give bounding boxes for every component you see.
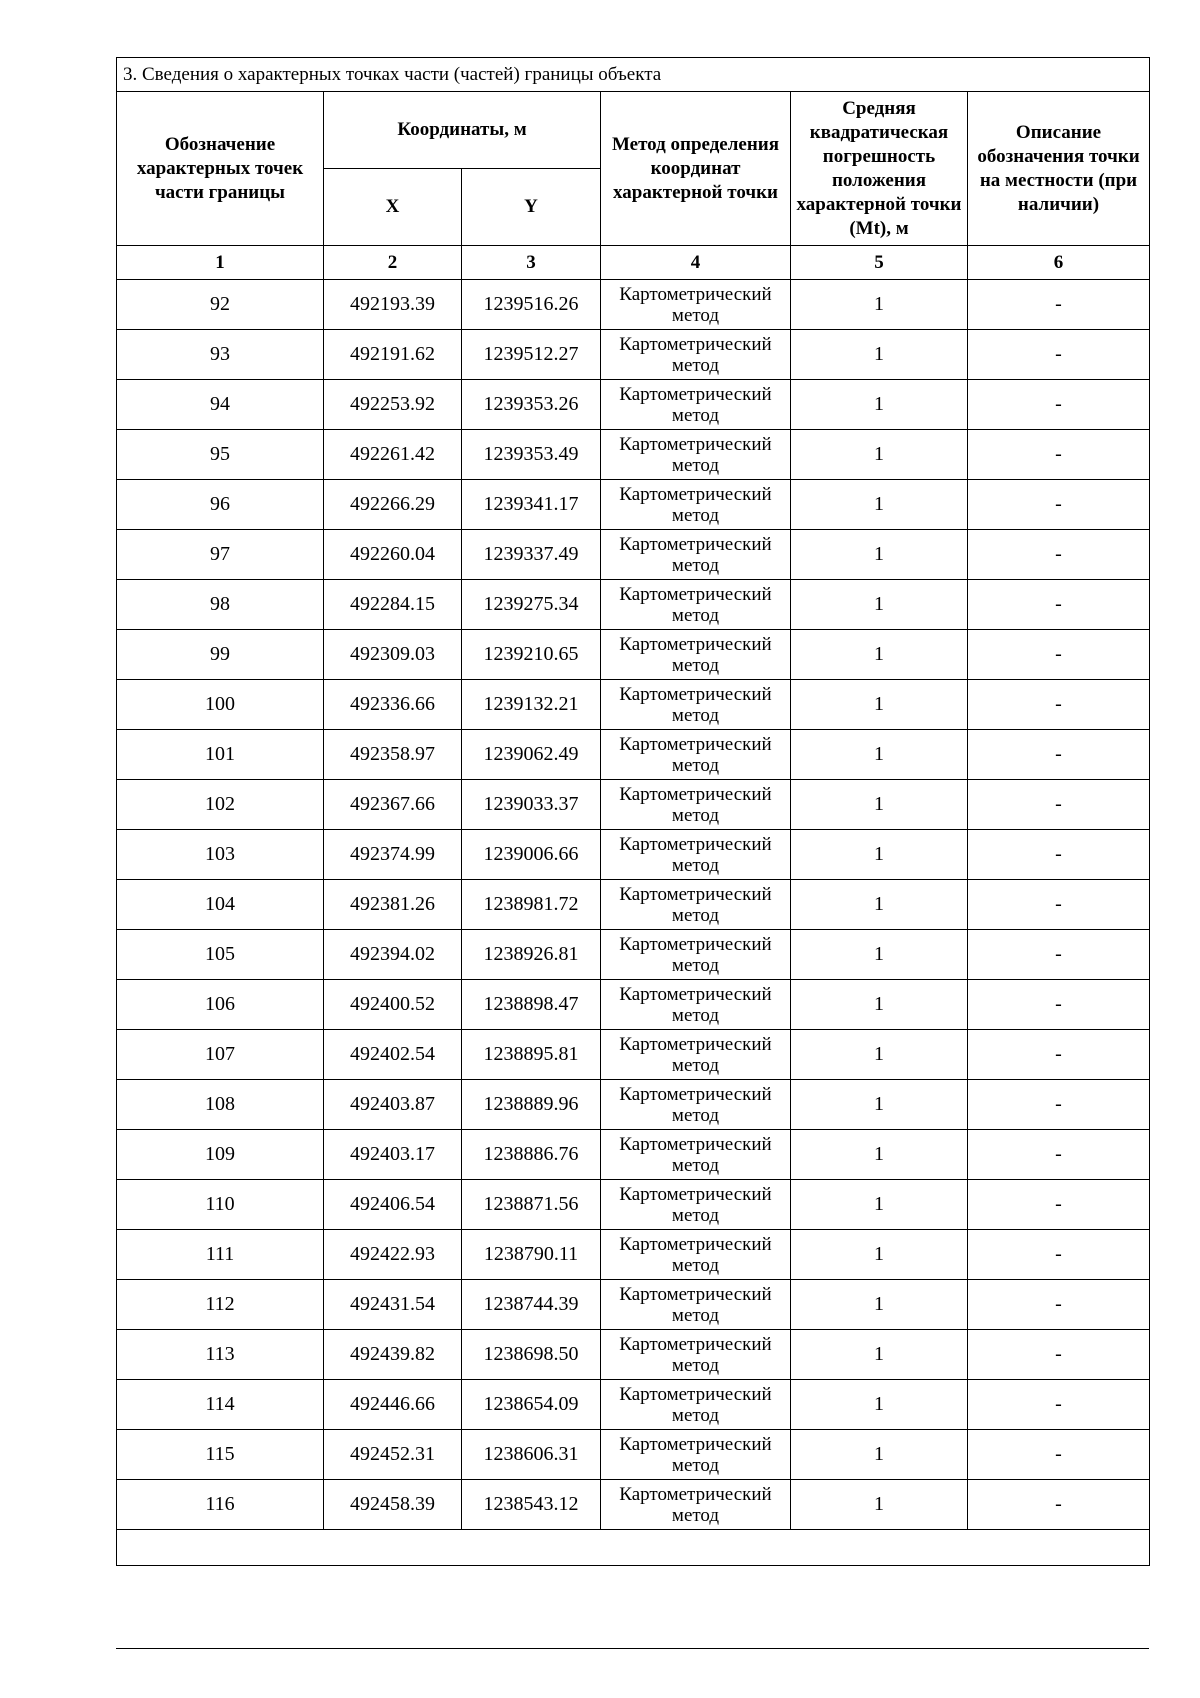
- description-cell: -: [968, 480, 1150, 530]
- point-cell: 116: [117, 1480, 324, 1530]
- empty-footer-row: [117, 1530, 1150, 1566]
- method-cell: Картометрический метод: [601, 430, 791, 480]
- description-cell: -: [968, 430, 1150, 480]
- y-cell: 1238926.81: [462, 930, 601, 980]
- column-number: 1: [117, 246, 324, 280]
- method-cell: Картометрический метод: [601, 1330, 791, 1380]
- x-cell: 492446.66: [324, 1380, 462, 1430]
- column-number: 3: [462, 246, 601, 280]
- mt-cell: 1: [791, 1430, 968, 1480]
- mt-cell: 1: [791, 780, 968, 830]
- mt-cell: 1: [791, 1330, 968, 1380]
- description-cell: -: [968, 930, 1150, 980]
- x-cell: 492260.04: [324, 530, 462, 580]
- mt-cell: 1: [791, 1480, 968, 1530]
- section-title: 3. Сведения о характерных точках части (частей) границы объекта: [117, 58, 1150, 92]
- mt-cell: 1: [791, 530, 968, 580]
- method-cell: Картометрический метод: [601, 930, 791, 980]
- point-cell: 95: [117, 430, 324, 480]
- point-cell: 113: [117, 1330, 324, 1380]
- point-cell: 103: [117, 830, 324, 880]
- description-cell: -: [968, 980, 1150, 1030]
- point-cell: 114: [117, 1380, 324, 1430]
- y-cell: 1238654.09: [462, 1380, 601, 1430]
- table-row: [117, 1280, 1150, 1330]
- point-cell: 101: [117, 730, 324, 780]
- point-cell: 94: [117, 380, 324, 430]
- point-cell: 108: [117, 1080, 324, 1130]
- table-row: [117, 680, 1150, 730]
- point-cell: 102: [117, 780, 324, 830]
- table-row: [117, 1030, 1150, 1080]
- y-cell: 1238981.72: [462, 880, 601, 930]
- table-row: [117, 1330, 1150, 1380]
- point-cell: 93: [117, 330, 324, 380]
- x-cell: 492402.54: [324, 1030, 462, 1080]
- description-cell: -: [968, 730, 1150, 780]
- y-cell: 1238889.96: [462, 1080, 601, 1130]
- point-cell: 107: [117, 1030, 324, 1080]
- table-row: [117, 1380, 1150, 1430]
- point-cell: 115: [117, 1430, 324, 1480]
- table-row: [117, 1180, 1150, 1230]
- x-cell: 492403.87: [324, 1080, 462, 1130]
- mt-cell: 1: [791, 380, 968, 430]
- page-footer-rule: [116, 1648, 1149, 1649]
- x-cell: 492381.26: [324, 880, 462, 930]
- method-cell: Картометрический метод: [601, 1430, 791, 1480]
- header-method: Метод определения координат характерной точки: [601, 92, 791, 246]
- x-cell: 492406.54: [324, 1180, 462, 1230]
- description-cell: -: [968, 1330, 1150, 1380]
- mt-cell: 1: [791, 330, 968, 380]
- method-cell: Картометрический метод: [601, 1130, 791, 1180]
- method-cell: Картометрический метод: [601, 880, 791, 930]
- mt-cell: 1: [791, 930, 968, 980]
- mt-cell: 1: [791, 1180, 968, 1230]
- x-cell: 492422.93: [324, 1230, 462, 1280]
- y-cell: 1238543.12: [462, 1480, 601, 1530]
- method-cell: Картометрический метод: [601, 480, 791, 530]
- table-row: [117, 980, 1150, 1030]
- x-cell: 492374.99: [324, 830, 462, 880]
- header-description: Описание обозначения точки на местности (при наличии): [968, 92, 1150, 246]
- point-cell: 100: [117, 680, 324, 730]
- point-cell: 99: [117, 630, 324, 680]
- point-cell: 96: [117, 480, 324, 530]
- mt-cell: 1: [791, 480, 968, 530]
- y-cell: 1239062.49: [462, 730, 601, 780]
- method-cell: Картометрический метод: [601, 380, 791, 430]
- mt-cell: 1: [791, 1230, 968, 1280]
- table-row: [117, 1230, 1150, 1280]
- y-cell: 1238790.11: [462, 1230, 601, 1280]
- table-row: [117, 1130, 1150, 1180]
- boundary-points-sheet: [116, 57, 1149, 1566]
- header-coordinates: Координаты, м: [324, 92, 601, 169]
- header-x: X: [324, 169, 462, 246]
- description-cell: -: [968, 280, 1150, 330]
- x-cell: 492394.02: [324, 930, 462, 980]
- x-cell: 492403.17: [324, 1130, 462, 1180]
- mt-cell: 1: [791, 680, 968, 730]
- table-row: [117, 630, 1150, 680]
- table-row: [117, 1080, 1150, 1130]
- method-cell: Картометрический метод: [601, 1080, 791, 1130]
- table-row: [117, 930, 1150, 980]
- y-cell: 1238606.31: [462, 1430, 601, 1480]
- column-number: 4: [601, 246, 791, 280]
- y-cell: 1238898.47: [462, 980, 601, 1030]
- y-cell: 1239337.49: [462, 530, 601, 580]
- method-cell: Картометрический метод: [601, 780, 791, 830]
- description-cell: -: [968, 1230, 1150, 1280]
- point-cell: 112: [117, 1280, 324, 1330]
- table-row: [117, 480, 1150, 530]
- description-cell: -: [968, 1080, 1150, 1130]
- description-cell: -: [968, 1130, 1150, 1180]
- header-y: Y: [462, 169, 601, 246]
- method-cell: Картометрический метод: [601, 630, 791, 680]
- x-cell: 492439.82: [324, 1330, 462, 1380]
- table-body: [117, 280, 1150, 1530]
- x-cell: 492193.39: [324, 280, 462, 330]
- method-cell: Картометрический метод: [601, 680, 791, 730]
- header-designation: Обозначение характерных точек части границы: [117, 92, 324, 246]
- table-row: [117, 280, 1150, 330]
- mt-cell: 1: [791, 1030, 968, 1080]
- mt-cell: 1: [791, 280, 968, 330]
- mt-cell: 1: [791, 580, 968, 630]
- description-cell: -: [968, 1480, 1150, 1530]
- point-cell: 110: [117, 1180, 324, 1230]
- x-cell: 492266.29: [324, 480, 462, 530]
- mt-cell: 1: [791, 880, 968, 930]
- description-cell: -: [968, 530, 1150, 580]
- method-cell: Картометрический метод: [601, 1280, 791, 1330]
- table-row: [117, 530, 1150, 580]
- table-row: [117, 330, 1150, 380]
- description-cell: -: [968, 1180, 1150, 1230]
- point-cell: 111: [117, 1230, 324, 1280]
- method-cell: Картометрический метод: [601, 280, 791, 330]
- mt-cell: 1: [791, 1080, 968, 1130]
- table-row: [117, 380, 1150, 430]
- point-cell: 104: [117, 880, 324, 930]
- table-row: [117, 580, 1150, 630]
- method-cell: Картометрический метод: [601, 980, 791, 1030]
- point-cell: 109: [117, 1130, 324, 1180]
- x-cell: 492191.62: [324, 330, 462, 380]
- point-cell: 106: [117, 980, 324, 1030]
- description-cell: -: [968, 880, 1150, 930]
- x-cell: 492253.92: [324, 380, 462, 430]
- description-cell: -: [968, 680, 1150, 730]
- y-cell: 1238886.76: [462, 1130, 601, 1180]
- y-cell: 1239275.34: [462, 580, 601, 630]
- y-cell: 1239516.26: [462, 280, 601, 330]
- x-cell: 492336.66: [324, 680, 462, 730]
- y-cell: 1239353.49: [462, 430, 601, 480]
- mt-cell: 1: [791, 1280, 968, 1330]
- column-number: 5: [791, 246, 968, 280]
- mt-cell: 1: [791, 630, 968, 680]
- method-cell: Картометрический метод: [601, 1380, 791, 1430]
- mt-cell: 1: [791, 1130, 968, 1180]
- method-cell: Картометрический метод: [601, 1030, 791, 1080]
- method-cell: Картометрический метод: [601, 730, 791, 780]
- x-cell: 492367.66: [324, 780, 462, 830]
- y-cell: 1238698.50: [462, 1330, 601, 1380]
- x-cell: 492452.31: [324, 1430, 462, 1480]
- x-cell: 492309.03: [324, 630, 462, 680]
- table-row: [117, 1430, 1150, 1480]
- y-cell: 1239512.27: [462, 330, 601, 380]
- description-cell: -: [968, 830, 1150, 880]
- description-cell: -: [968, 330, 1150, 380]
- point-cell: 92: [117, 280, 324, 330]
- description-cell: -: [968, 1280, 1150, 1330]
- table-row: [117, 1480, 1150, 1530]
- x-cell: 492261.42: [324, 430, 462, 480]
- method-cell: Картометрический метод: [601, 530, 791, 580]
- description-cell: -: [968, 380, 1150, 430]
- method-cell: Картометрический метод: [601, 1230, 791, 1280]
- x-cell: 492431.54: [324, 1280, 462, 1330]
- description-cell: -: [968, 1030, 1150, 1080]
- x-cell: 492358.97: [324, 730, 462, 780]
- y-cell: 1239033.37: [462, 780, 601, 830]
- method-cell: Картометрический метод: [601, 1180, 791, 1230]
- point-cell: 98: [117, 580, 324, 630]
- point-cell: 97: [117, 530, 324, 580]
- method-cell: Картометрический метод: [601, 330, 791, 380]
- table-row: [117, 780, 1150, 830]
- table-row: [117, 830, 1150, 880]
- description-cell: -: [968, 580, 1150, 630]
- mt-cell: 1: [791, 730, 968, 780]
- mt-cell: 1: [791, 1380, 968, 1430]
- description-cell: -: [968, 1380, 1150, 1430]
- y-cell: 1239210.65: [462, 630, 601, 680]
- y-cell: 1239132.21: [462, 680, 601, 730]
- column-number: 2: [324, 246, 462, 280]
- description-cell: -: [968, 630, 1150, 680]
- method-cell: Картометрический метод: [601, 830, 791, 880]
- y-cell: 1239341.17: [462, 480, 601, 530]
- description-cell: -: [968, 780, 1150, 830]
- mt-cell: 1: [791, 430, 968, 480]
- x-cell: 492400.52: [324, 980, 462, 1030]
- x-cell: 492458.39: [324, 1480, 462, 1530]
- y-cell: 1239006.66: [462, 830, 601, 880]
- y-cell: 1239353.26: [462, 380, 601, 430]
- table-row: [117, 730, 1150, 780]
- method-cell: Картометрический метод: [601, 1480, 791, 1530]
- boundary-points-table: [116, 57, 1150, 1566]
- point-cell: 105: [117, 930, 324, 980]
- table-row: [117, 430, 1150, 480]
- y-cell: 1238871.56: [462, 1180, 601, 1230]
- mt-cell: 1: [791, 980, 968, 1030]
- description-cell: -: [968, 1430, 1150, 1480]
- method-cell: Картометрический метод: [601, 580, 791, 630]
- y-cell: 1238744.39: [462, 1280, 601, 1330]
- header-error: Средняя квадратическая погрешность положения характерной точки (Mt), м: [791, 92, 968, 246]
- y-cell: 1238895.81: [462, 1030, 601, 1080]
- table-row: [117, 880, 1150, 930]
- mt-cell: 1: [791, 830, 968, 880]
- x-cell: 492284.15: [324, 580, 462, 630]
- column-number: 6: [968, 246, 1150, 280]
